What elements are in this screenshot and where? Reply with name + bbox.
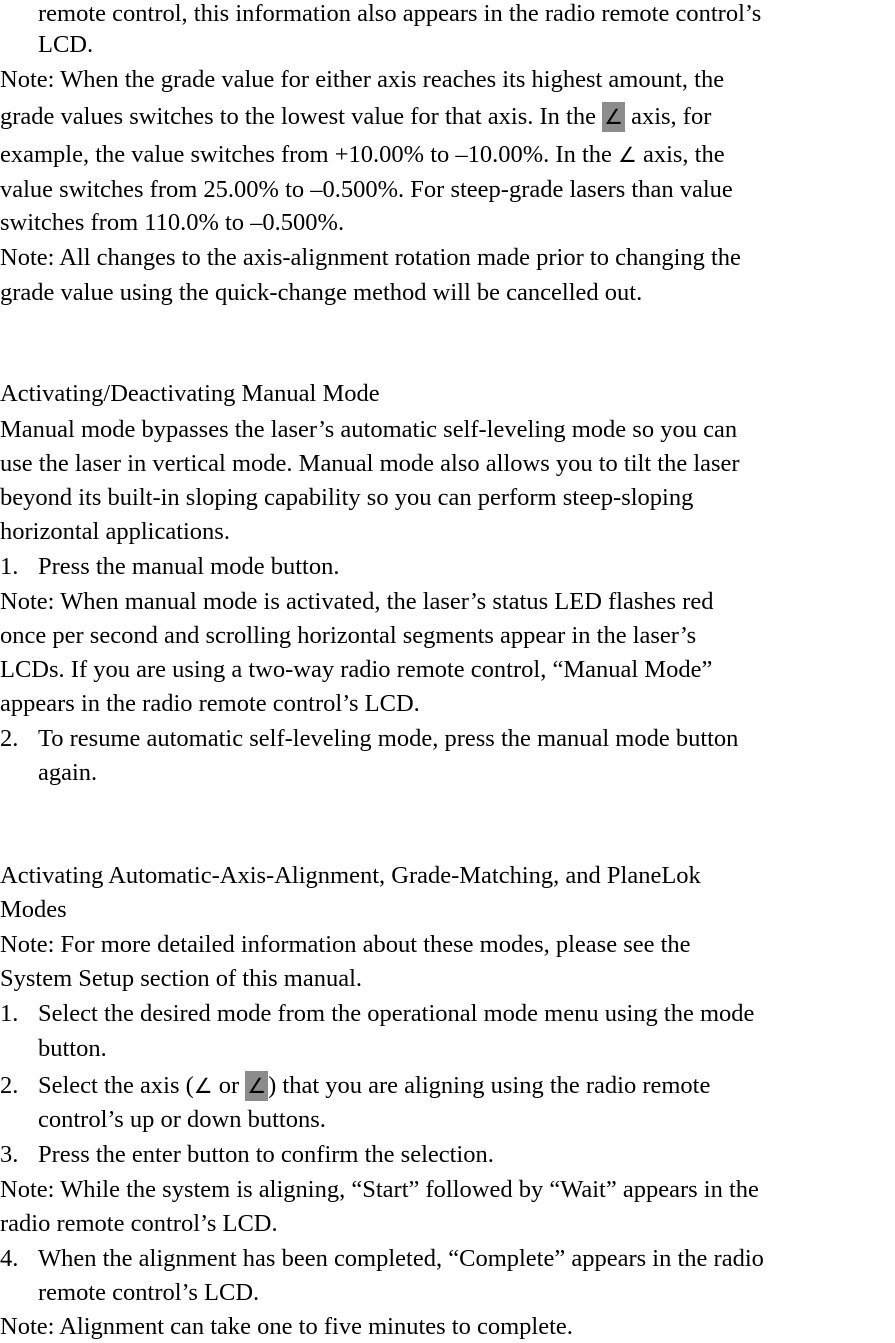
auto-step-2-cont: control’s up or down buttons.: [38, 1106, 326, 1133]
note-grade-line-4: value switches from 25.00% to –0.500%. For steep-grade lasers than value: [0, 176, 733, 203]
step-number: 1.: [0, 1000, 19, 1027]
x-axis-angle-icon: ∠: [602, 102, 625, 132]
note-grade-line-2: [0, 102, 711, 132]
y-axis-angle-icon: ∠: [245, 1071, 268, 1101]
auto-note-d: Note: Alignment can take one to five minutes to complete.: [0, 1313, 573, 1340]
manual-step-1: [0, 553, 339, 581]
step-text: When the alignment has been completed, “Complete” appears in the radio: [38, 1245, 764, 1272]
step-number: 3.: [0, 1141, 19, 1168]
auto-note-line-1: Note: For more detailed information about these modes, please see the: [0, 931, 691, 958]
auto-step-1: [0, 1000, 754, 1028]
auto-note-c-line-2: radio remote control’s LCD.: [0, 1210, 278, 1237]
manual-note-line-2: once per second and scrolling horizontal segments appear in the laser’s: [0, 622, 697, 649]
note-grade-line-1: Note: When the grade value for either axis reaches its highest amount, the: [0, 66, 725, 93]
step-text: Select the axis (: [38, 1072, 194, 1099]
step-text: or: [212, 1072, 246, 1099]
manual-paragraph-line-2: use the laser in vertical mode. Manual mode also allows you to tilt the laser: [0, 450, 740, 477]
note-grade-line-5: switches from 110.0% to –0.500%.: [0, 209, 345, 236]
note-grade-line-3: [0, 141, 725, 169]
step-text: ) that you are aligning using the radio remote: [268, 1072, 711, 1099]
manual-note-line-1: Note: When manual mode is activated, the laser’s status LED flashes red: [0, 588, 714, 615]
step-number: 1.: [0, 553, 19, 580]
auto-note-c-line-1: Note: While the system is aligning, “Start” followed by “Wait” appears in the: [0, 1176, 759, 1203]
step-text: To resume automatic self-leveling mode, press the manual mode button: [38, 725, 739, 752]
manual-note-line-3: LCDs. If you are using a two-way radio remote control, “Manual Mode”: [0, 656, 713, 683]
step-number: 4.: [0, 1245, 19, 1272]
x-axis-angle-icon: ∠: [193, 1074, 213, 1098]
manual-note-line-4: appears in the radio remote control’s LCD.: [0, 690, 420, 717]
auto-step-3: [0, 1141, 494, 1169]
section-heading-manual: Activating/Deactivating Manual Mode: [0, 380, 380, 407]
fragment-line-2: LCD.: [38, 31, 94, 58]
note-grade-text: axis, for: [624, 103, 712, 130]
note-grade-text: example, the value switches from +10.00% to –10.00%. In the: [0, 141, 619, 168]
step-text: Press the manual mode button.: [38, 553, 340, 580]
manual-paragraph-line-4: horizontal applications.: [0, 518, 230, 545]
auto-note-line-2: System Setup section of this manual.: [0, 965, 363, 992]
note-grade-text: grade values switches to the lowest value for that axis. In the: [0, 103, 603, 130]
manual-paragraph-line-1: Manual mode bypasses the laser’s automatic self-leveling mode so you can: [0, 416, 738, 443]
step-text: Press the enter button to confirm the selection.: [38, 1141, 494, 1168]
fragment-line-1: remote control, this information also appears in the radio remote control’s: [38, 0, 762, 27]
section-heading-auto-line-2: Modes: [0, 896, 67, 923]
note-grade-text: axis, the: [636, 141, 725, 168]
manual-step-2: [0, 725, 738, 753]
manual-step-2-cont: again.: [38, 759, 98, 786]
auto-step-2: [0, 1071, 710, 1101]
step-number: 2.: [0, 725, 19, 752]
y-axis-angle-icon: ∠: [618, 143, 637, 167]
auto-step-1-cont: button.: [38, 1035, 107, 1062]
section-heading-auto-line-1: Activating Automatic-Axis-Alignment, Grade-Matching, and PlaneLok: [0, 862, 701, 889]
auto-step-4: [0, 1245, 764, 1273]
auto-step-4-cont: remote control’s LCD.: [38, 1279, 260, 1306]
note-axis-line-2: grade value using the quick-change method will be cancelled out.: [0, 279, 643, 306]
step-text: Select the desired mode from the operational mode menu using the mode: [38, 1000, 755, 1027]
note-axis-line-1: Note: All changes to the axis-alignment rotation made prior to changing the: [0, 244, 741, 271]
manual-paragraph-line-3: beyond its built-in sloping capability so you can perform steep-sloping: [0, 484, 694, 511]
step-number: 2.: [0, 1072, 19, 1099]
